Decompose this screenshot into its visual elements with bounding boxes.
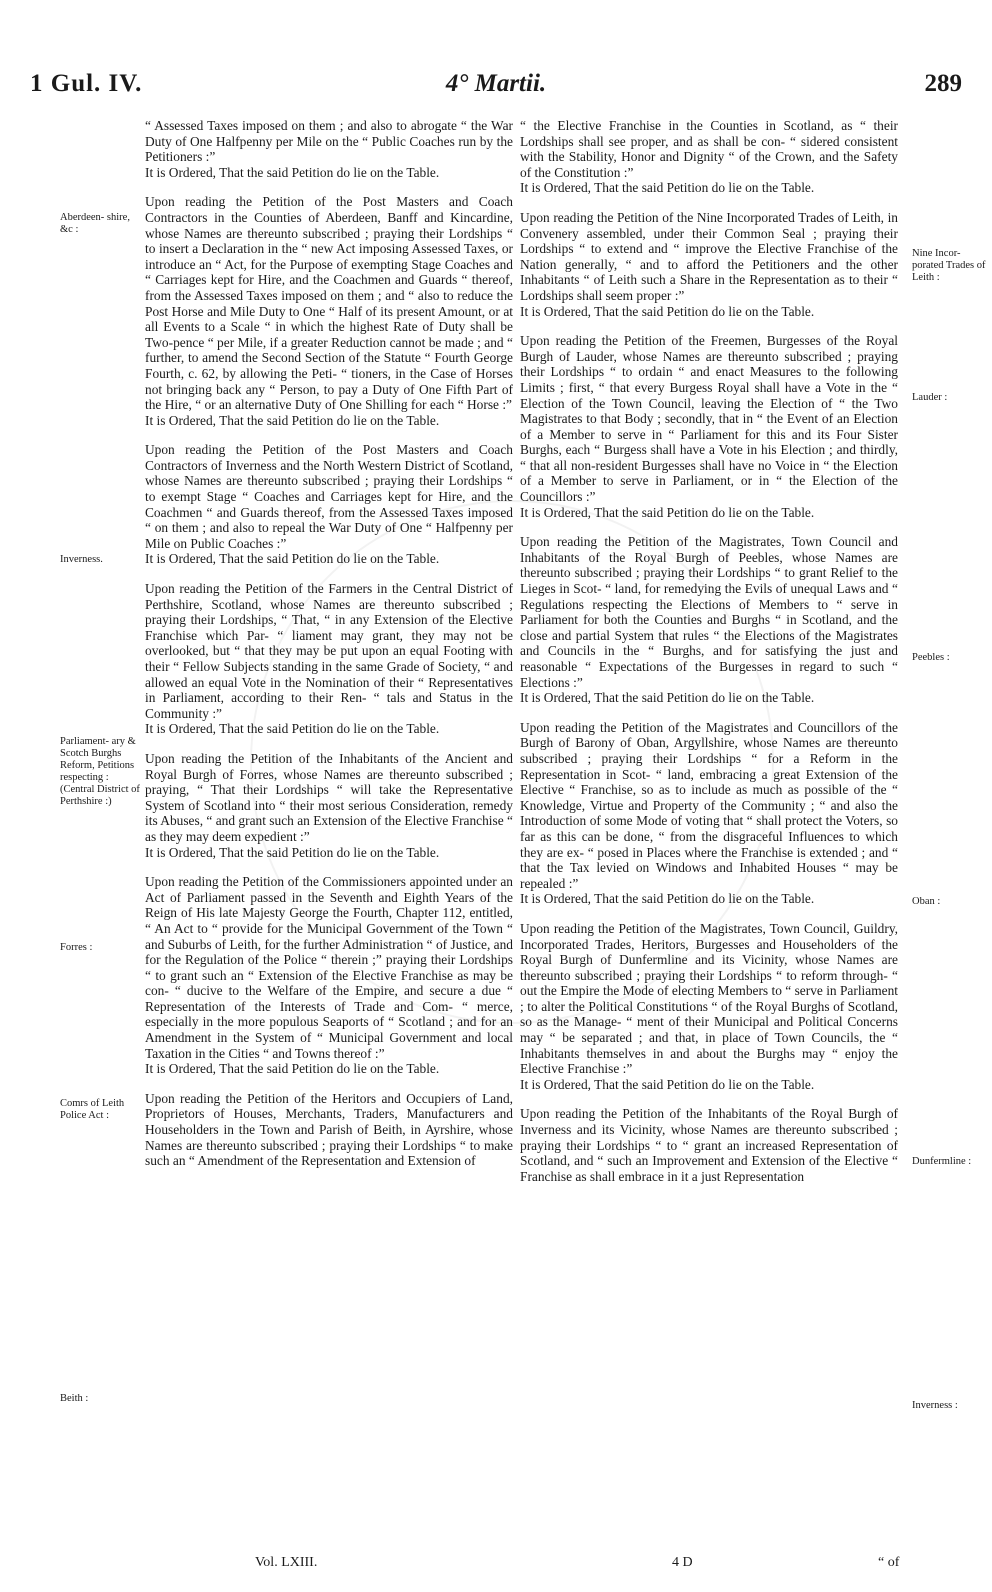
paragraph-text: Upon reading the Petition of the Heritors and Occupiers of Land, Proprietors of Houses, Merchants, Traders, Manufacturers and Householders in the Town and Parish of Beith, in Ayrshire, whose Names are thereunto subscribed ; praying their Lordships “ to make such an “ Amendment of the Representation and Extension of [145,1090,513,1169]
margin-note: Lauder : [912,392,948,403]
order-line: It is Ordered, That the said Petition do lie on the Table. [520,303,815,319]
margin-note: Beith : [60,1393,89,1404]
order-line: It is Ordered, That the said Petition do lie on the Table. [520,690,815,706]
paragraph [520,210,898,319]
right-column [520,118,898,1196]
paragraph [145,118,513,180]
order-line: It is Ordered, That the said Petition do lie on the Table. [145,551,440,567]
margin-note: Oban : [912,896,941,907]
paragraph-text: “ Assessed Taxes imposed on them ; and also to abrogate “ the War Duty of One Halfpenny per Mile on the “ Public Coaches run by the Petitioners :” [145,118,513,165]
order-line: It is Ordered, That the said Petition do lie on the Table. [520,891,815,907]
order-line: It is Ordered, That the said Petition do lie on the Table. [145,1061,440,1077]
paragraph [520,1106,898,1184]
paragraph [520,921,898,1093]
margin-note: Aberdeen- shire, &c : [60,212,130,235]
margin-note: Inverness. [60,554,103,565]
margin-note: Peebles : [912,652,950,663]
paragraph-text: “ the Elective Franchise in the Counties in Scotland, as “ their Lordships shall see proper, and as shall be con- “ sidered consistent with the Stability, Honor and Dignity “ of the Crown, and the Safety of the Constitution :” [520,118,898,180]
regnal-year-heading: 1 Gul. IV. [30,70,143,97]
margin-note: Forres : [60,942,93,953]
margin-note: Inverness : [912,1400,958,1411]
paragraph-text: Upon reading the Petition of the Post Masters and Coach Contractors in the Counties of Aberdeen, Banff and Kincardine, whose Names are thereunto subscribed ; praying their Lordships “ to insert a Declaration in the “ new Act imposing Assessed Taxes, or introduce an “ Act, for the Purpose of exempting Stage Coaches and “ Carriages kept for Hire, and the Coachmen and Guards “ thereof, from the Assessed Taxes imposed on them ; and “ also to reduce the Post Horse and Mile Duty to One “ Half of its present Amount, or at all Events to a Scale “ in which the highest Rate of Duty shall be Two-pence “ per Mile, if a greater Reduction cannot be made ; and “ further, to amend the Second Section of the Statute “ Fourth George Fourth, c. 62, by allowing the Peti- “ tioners, in the Case of Horses not bringing back any “ Person, to pay a Duty of One Fifth Part of the Hire, “ or an alternative Duty of One Shilling for each “ Horse :” [145,194,513,413]
paragraph-text: Upon reading the Petition of the Farmers in the Central District of Perthshire, Scotland, whose Names are thereunto subscribed ; praying their Lordships, “ That, “ in any Extension of the Elective Franchise which Par- “ liament may grant, they may not be overlooked, but “ that they may be put upon an equal Footing with their “ Fellow Subjects standing in the same Grade of Society, “ and allowed an equal Vote in the Nomination of their “ Representatives in Parliament, according to their Ren- “ tals and Status in the Community :” [145,581,513,721]
margin-note: Parliament- ary & Scotch Burghs Reform, Petitions respecting : (Central District of Perthshire :) [60,736,140,807]
paragraph-text: Upon reading the Petition of the Magistrates, Town Council and Inhabitants of the Royal Burgh of Peebles, whose Names are thereunto subscribed ; praying their Lordships “ to grant Relief to the Lieges in Scot- “ land, for remedying the Evils of unequal Laws and “ Regulations respecting the Elections of Members to “ serve in Parliament for both the Counties and Burghs “ in Scotland, and the close and partial System that rules “ the Elections of the Magistrates and Councils in the “ Burghs, and for satisfying the just and reasonable “ Expectations of the Burgesses in regard to such “ Elections :” [520,534,898,690]
signature-mark: 4 D [672,1555,693,1570]
margin-note: Dunfermline : [912,1156,972,1167]
order-line: It is Ordered, That the said Petition do lie on the Table. [145,844,440,860]
paragraph [520,534,898,706]
page-date-heading: 4° Martii. [445,70,547,97]
paragraph [520,118,898,196]
paragraph [145,194,513,428]
paragraph [145,442,513,567]
order-line: It is Ordered, That the said Petition do lie on the Table. [520,180,815,196]
paragraph-text: Upon reading the Petition of the Freemen, Burgesses of the Royal Burgh of Lauder, whose Names are thereunto subscribed ; praying their Lordships “ to ordain “ and enact Measures to the following Limits ; first, “ that every Burgess Royal shall have a Vote in the “ Election of the Town Council, leaving the Election of “ the Two Magistrates to that Body ; secondly, that in “ the Event of an Election of a Member to serve in “ Parliament for this and its Four Sister Burghs, each “ Burgess shall have a Vote in his Election ; and thirdly, “ that all non-resident Burgesses shall have no Voice in “ the Election of a Member to serve in Parliament, or in “ the Election of the Councillors :” [520,333,898,505]
paragraph [145,751,513,860]
paragraph [520,333,898,520]
paragraph [145,1091,513,1169]
paragraph-text: Upon reading the Petition of the Inhabitants of the Ancient and Royal Burgh of Forres, whose Names are thereunto subscribed ; praying, “ That their Lordships “ will take the Representative System of Scotland into “ their most serious Consideration, remedy its Abuses, “ and grant such an Extension of the Elective Franchise “ as they may deem expedient :” [145,750,513,844]
left-column [145,118,513,1181]
paragraph-text: Upon reading the Petition of the Post Masters and Coach Contractors of Inverness and the North Western District of Scotland, whose Names are thereunto subscribed ; praying their Lordships “ to exempt Stage “ Coaches and Carriages kept for Hire, and the Coachmen “ and Guards thereof, from the Assessed Taxes imposed “ on them ; and also to repeal the War Duty of One “ Halfpenny per Mile on Public Coaches :” [145,442,513,551]
paragraph-text: Upon reading the Petition of the Nine Incorporated Trades of Leith, in Convenery assembled, under their Common Seal ; praying their Lordships “ to extend and “ improve the Elective Franchise of the Nation generally, “ and to afford the Petitioners and the other Inhabitants “ of Leith such a Share in the Representation as to their “ Lordships shall seem proper :” [520,209,898,303]
margin-note: Comrs of Leith Police Act : [60,1098,125,1121]
paragraph [145,581,513,737]
paragraph [145,874,513,1077]
paragraph-text: Upon reading the Petition of the Magistrates, Town Council, Guildry, Incorporated Trades, Heritors, Burgesses and Householders of the Royal Burgh of Dunfermline and its Vicinity, whose Names are thereunto subscribed ; praying their Lordships “ to reform through- “ out the Empire the Mode of electing Members to “ serve in Parliament ; to alter the Political Constitutions “ of the Royal Burghs of Scotland, so as the Manage- “ ment of their Municipal and Political Concerns may “ be separated ; and that, in place of Town Councils, the “ Inhabitants themselves in and about the Burghs may “ enjoy the Elective Franchise :” [520,920,898,1077]
paragraph-text: Upon reading the Petition of the Inhabitants of the Royal Burgh of Inverness and its Vicinity, whose Names are thereunto subscribed ; praying their Lordships “ to “ grant an increased Representation of Scotland, and “ such an Improvement and Extension of the Elective “ Franchise as shall embrace in it a just Representation [520,1106,898,1184]
page-number: 289 [924,70,962,97]
order-line: It is Ordered, That the said Petition do lie on the Table. [520,504,815,520]
volume-number: Vol. LXIII. [255,1555,318,1570]
order-line: It is Ordered, That the said Petition do lie on the Table. [145,412,440,428]
order-line: It is Ordered, That the said Petition do lie on the Table. [145,721,440,737]
order-line: It is Ordered, That the said Petition do lie on the Table. [520,1076,815,1092]
paragraph-text: Upon reading the Petition of the Commissioners appointed under an Act of Parliament passed in the Seventh and Eighth Years of the Reign of His late Majesty George the Fourth, Chapter 112, entitled, “ An Act to “ provide for the Municipal Government of the Town “ and Suburbs of Leith, for the further Administration “ of Justice, and for the Regulation of the Police “ therein ;” praying their Lordships “ to grant such an “ Extension of the Elective Franchise as may be con- “ ducive to the Welfare of the Empire, and secure a due “ Representation of the Interests of Trade and Com- “ merce, especially in the more populous Seaports of “ Scotland ; and for an Amendment in the System of “ Municipal Government and local Taxation in the Cities “ and Towns thereof :” [145,874,513,1061]
catchword: “ of [878,1555,900,1570]
margin-note: Nine Incor- porated Trades of Leith : [912,248,986,283]
order-line: It is Ordered, That the said Petition do lie on the Table. [145,164,440,180]
paragraph-text: Upon reading the Petition of the Magistrates and Councillors of the Burgh of Barony of Oban, Argyllshire, whose Names are thereunto subscribed ; praying their Lordships “ for a Reform in the Representation in Scot- “ land, embracing a great Extension of the Elective “ Franchise, so as to include as much as possible of the “ Knowledge, Virtue and Property of the Community ; “ and also the Introduction of some Mode of voting that “ shall protect the Voters, so far as this can be done, “ from the disgraceful Influences to which they are ex- “ posed in Places where the Franchise is extended ; and “ that the Tax levied on Windows and Inhabited Houses “ may be repealed :” [520,719,898,891]
paragraph [520,720,898,907]
